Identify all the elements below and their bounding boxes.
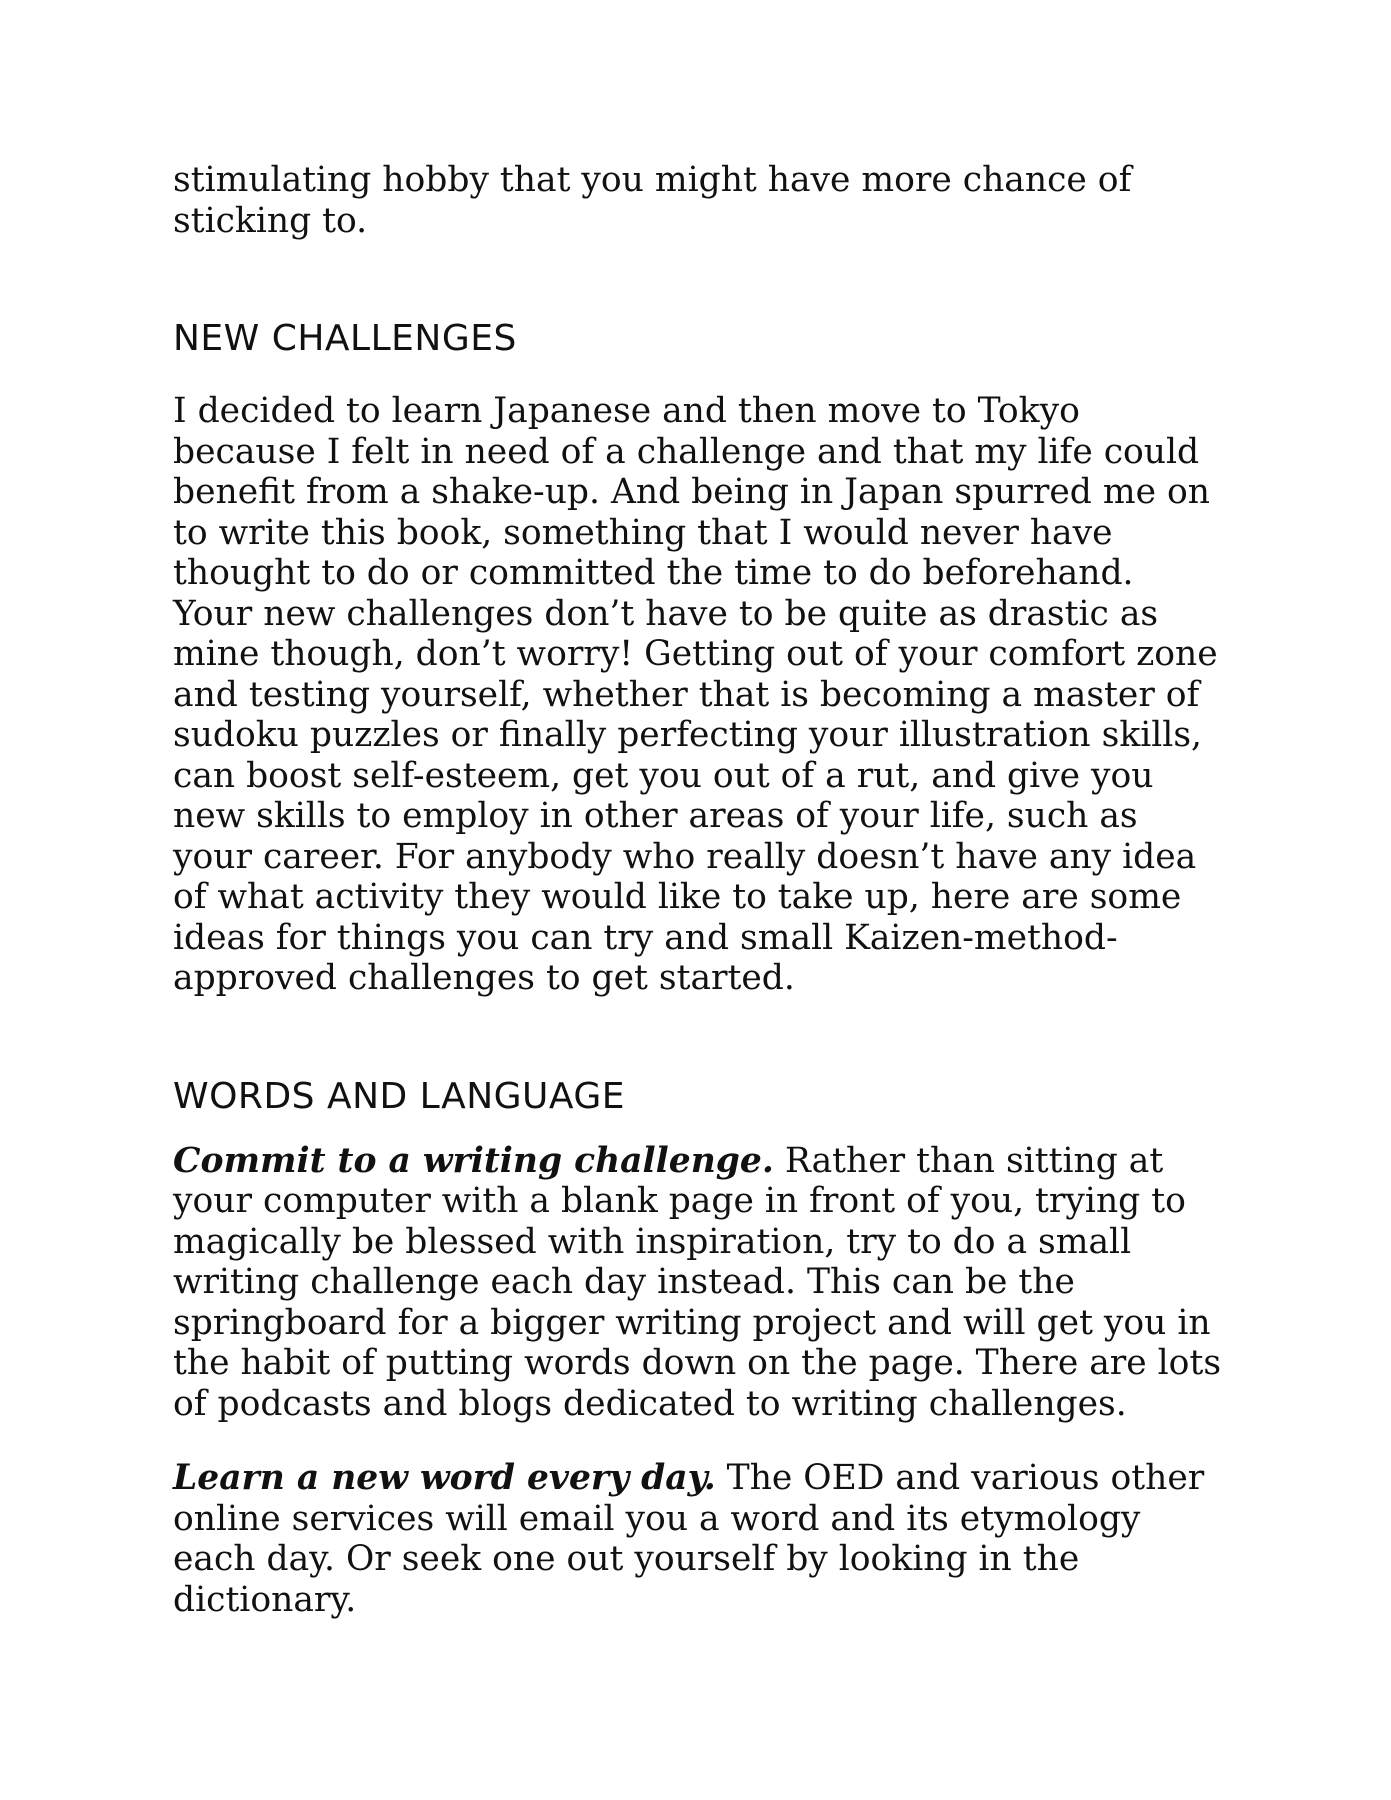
writing-challenge-paragraph	[173, 1141, 1223, 1425]
intro-continuation-paragraph: stimulating hobby that you might have more chance of sticking to.	[173, 160, 1132, 241]
writing-challenge-lead: Commit to a writing challenge.	[173, 1140, 774, 1181]
page-content	[173, 160, 1223, 1620]
new-challenges-paragraph: I decided to learn Japanese and then move to Tokyo because I felt in need of a challenge and that my life could benefit from a shake-up. And being in Japan spurred me on to write this book, something that I would never have thought to do or committed the time to do beforehand. Your new challenges don’t have to be quite as drastic as mine though, don’t worry! Getting out of your comfort zone and testing yourself, whether that is becoming a master of sudoku puzzles or finally perfecting your illustration skills, can boost self-esteem, get you out of a rut, and give you new skills to employ in other areas of your life, such as your career. For anybody who really doesn’t have any idea of what activity they would like to take up, here are some ideas for things you can try and small Kaizen-method-approved challenges to get started.	[173, 391, 1218, 998]
section-heading-words-and-language: WORDS AND LANGUAGE	[173, 1075, 626, 1117]
writing-challenge-text: Rather than sitting at your computer with a blank page in front of you, trying to magically be blessed with inspiration, try to do a small writing challenge each day instead. This can be the springboard for a bigger writing project and will get you in the habit of putting words down on the page. There are lots of podcasts and blogs dedicated to writing challenges.	[173, 1140, 1222, 1424]
new-word-paragraph	[173, 1458, 1223, 1620]
section-heading-new-challenges: NEW CHALLENGES	[173, 318, 517, 359]
new-word-text: The OED and various other online services will email you a word and its etymology each day. Or seek one out yourself by looking in the dictionary.	[173, 1458, 1205, 1620]
new-word-lead: Learn a new word every day.	[173, 1458, 716, 1498]
